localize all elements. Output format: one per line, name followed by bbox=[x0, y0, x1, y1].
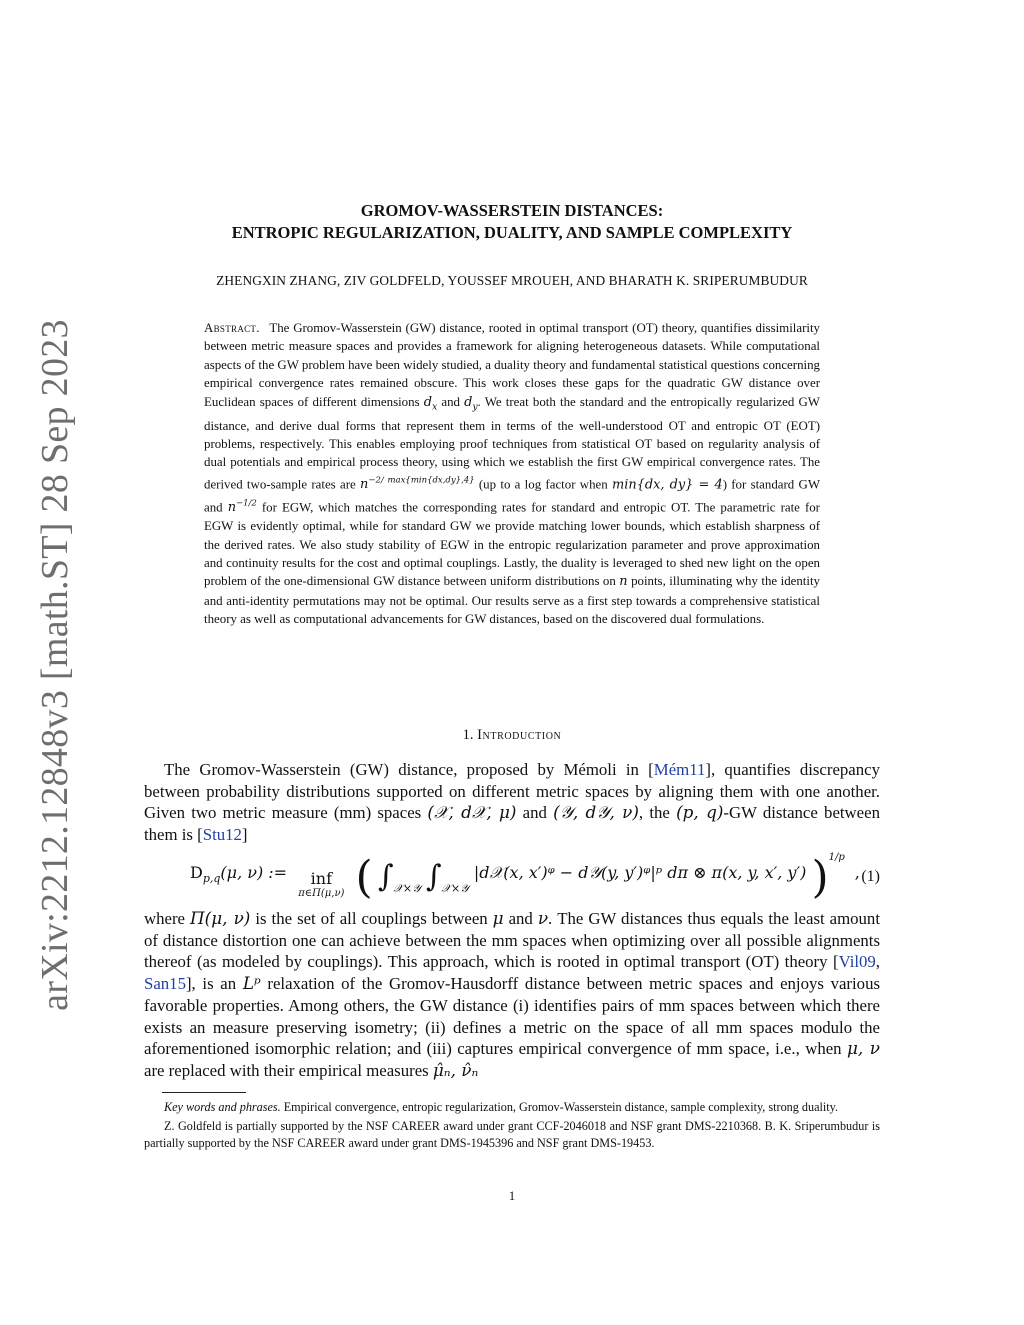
equation-number: (1) bbox=[861, 868, 880, 885]
title-line-2: ENTROPIC REGULARIZATION, DUALITY, AND SAMPLE COMPLEXITY bbox=[231, 223, 793, 242]
section-number: 1. bbox=[462, 727, 474, 743]
keywords-footnote: Key words and phrases. Empirical convergence, entropic regularization, Gromov-Wasserstein distance, sample complexity, strong duality. bbox=[164, 1100, 839, 1114]
abstract-text-7: points, illuminating why the identity and anti-identity permutations may not be optimal. Our results serve as a first step towards a comprehensive statistical theory as well as computational advancements for GW distances, based on the discovered dual formulations. bbox=[204, 574, 820, 627]
math-dx: $d_x$ bbox=[423, 394, 438, 413]
arxiv-sidebar-stamp bbox=[27, 319, 83, 1011]
equation-1 bbox=[144, 848, 880, 903]
equation-body: $D_{p,q}(\mu$, ν) := inf π∈Π(μ,ν) ( $\int_{𝒳\times 𝒴}$ $\int_{𝒳\times 𝒴}$ |d𝒳(x, x′)ᵠ − d𝒴(y, y′)ᵠ|ᵖ dπ ⊗ π(x, y, x′, y′) )$^{1/p}$, bbox=[190, 852, 860, 903]
citation-link[interactable]: Vil09 bbox=[838, 952, 876, 972]
abstract-label: Abstract. bbox=[204, 321, 260, 335]
citation-link[interactable]: San15 bbox=[144, 974, 186, 994]
citation-link[interactable]: Mém11 bbox=[653, 760, 706, 779]
outer-exponent: 1/p bbox=[828, 852, 845, 863]
paper-title bbox=[160, 200, 864, 244]
section-title: Introduction bbox=[477, 727, 562, 743]
math-coupling-set: Π(μ, ν) bbox=[190, 908, 251, 928]
title-line-1: GROMOV-WASSERSTEIN DISTANCES: bbox=[360, 201, 664, 220]
math-lp: Lᵖ bbox=[242, 973, 261, 994]
abstract-text-3: . We treat both the standard and the entropically regularized GW distance, and derive dual forms that represent them in terms of the well-understood OT and entropic OT (EOT) problems, respectively. This enables employing proof techniques from statistical OT based on regularity analysis of dual potentials and empirical process theory, using which we establish the first GW empirical convergence rates. The derived two-sample rates are bbox=[204, 394, 820, 492]
abstract-text-6: for EGW, which matches the corresponding rates for standard and entropic OT. The parametric rate for EGW is evidently optimal, while for standard GW we provide matching lower bounds, which establish sharpness of the derived rates. We also study stability of EGW in the entropic regularization parameter and prove approximation and continuity results for the cost and optimal couplings. Lastly, the duality is leveraged to shed new light on the open problem of the one-dimensional GW distance between uniform distributions on bbox=[204, 499, 820, 589]
author-list: ZHENGXIN ZHANG, ZIV GOLDFELD, YOUSSEF MROUEH, AND BHARATH K. SRIPERUMBUDUR bbox=[216, 273, 808, 288]
citation-link[interactable]: Stu12 bbox=[202, 825, 242, 845]
math-space-y: (𝒴, d𝒴, ν) bbox=[553, 802, 639, 823]
infimum: inf π∈Π(μ,ν) bbox=[298, 869, 345, 899]
math-pq: (p, q) bbox=[676, 802, 724, 823]
section-heading bbox=[160, 727, 864, 744]
math-rate-egw: $n^{-1/2}$ bbox=[227, 498, 257, 515]
math-dy: $d_y$ bbox=[464, 394, 478, 413]
math-min-condition: min{dx, dy} = 4 bbox=[612, 477, 723, 493]
intro-paragraph-1: The Gromov-Wasserstein (GW) distance, proposed by Mémoli in [Mém11], quantifies discrepancy between probability distributions supported on different metric spaces by aligning them with one another. Given two metric measure (mm) spaces (𝒳, d𝒳, μ) and (𝒴, d𝒴, ν), the (p, q)-GW distance between them is [Stu12] bbox=[144, 760, 880, 845]
footnotes bbox=[144, 1099, 880, 1154]
arxiv-identifier: arXiv:2212.12848v3 [math.ST] 28 Sep 2023 bbox=[34, 319, 76, 1011]
page-number: 1 bbox=[508, 1189, 516, 1203]
abstract bbox=[204, 319, 820, 629]
abstract-text-4: (up to a log factor when bbox=[478, 477, 608, 492]
math-space-x: (𝒳, d𝒳, μ) bbox=[427, 802, 517, 823]
math-rate-standard: $n^{-2/ max\{min\{dx,dy\},4\}}$ bbox=[360, 475, 475, 493]
abstract-text-2: and bbox=[441, 394, 460, 409]
integrand: |d𝒳(x, x′)ᵠ − d𝒴(y, y′)ᵠ|ᵖ dπ ⊗ π(x, y, x′, y′) bbox=[473, 863, 807, 882]
funding-footnote: Z. Goldfeld is partially supported by the NSF CAREER award under grant CCF-2046018 and NSF grant DMS-2210368. B. K. Sriperumbudur is partially supported by the NSF CAREER award under grant DMS-1945396 and NSF grant DMS-19453. bbox=[144, 1118, 880, 1150]
abstract-text-5: ) for standard GW and bbox=[204, 477, 821, 514]
intro-paragraph-2: where Π(μ, ν) is the set of all couplings between μ and ν. The GW distances thus equals the least amount of distance distortion one can achieve between the mm spaces when optimizing over all possible alignments thereof (as modeled by couplings). This approach, which is rooted in optimal transport (OT) theory [Vil09, San15], is an Lᵖ relaxation of the Gromov-Hausdorff distance between metric spaces and enjoys various favorable properties. Among others, the GW distance (i) identifies pairs of mm spaces between which there exists an measure preserving isometry; (ii) defines a metric on the space of all mm spaces modulo the aforementioned isomorphic relation; and (iii) captures empirical convergence of mm space, i.e., when μ, ν are replaced with their empirical measures μ̂ₙ, ν̂ₙ bbox=[144, 908, 881, 1080]
math-n: n bbox=[619, 574, 628, 590]
footnote-rule bbox=[162, 1092, 246, 1093]
abstract-text-1: The Gromov-Wasserstein (GW) distance, rooted in optimal transport (OT) theory, quantifies dissimilarity between metric measure spaces and provides a framework for aligning heterogeneous datasets. While computational aspects of the GW problem have been widely studied, a duality theory and fundamental statistical questions concerning empirical convergence rates remained obscure. This work closes these gaps for the quadratic GW distance over Euclidean spaces of different dimensions bbox=[204, 321, 820, 409]
math-empirical-measures: μ̂ₙ, ν̂ₙ bbox=[432, 1059, 479, 1080]
